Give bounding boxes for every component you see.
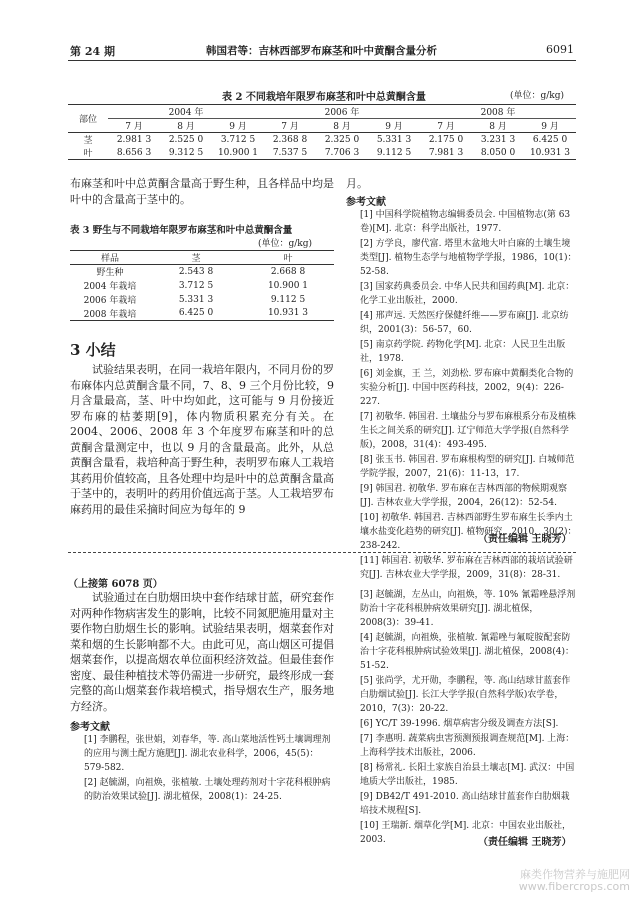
reference-item: [3] 赵毓湖，左丛山，向祖焕，等. 10% 氰霜唑悬浮剂防治十字花科根肿病效果研究[J]. 湖北植保，2008(3)：39-41. [360, 590, 576, 628]
table-cell: 2.981 3 [116, 134, 152, 145]
table-cell: 5.331 3 [376, 134, 412, 145]
reference-item: [6] YC/T 39-1996. 烟草病害分级及调查方法[S]. [360, 719, 559, 729]
reference-item: [9] DB42/T 491-2010. 高山结球甘蓝套作白肋烟栽培技术规程[S]. [360, 792, 570, 816]
reference-item: [9] 韩国君. 初敬华. 罗布麻在吉林西部的物候期观察[J]. 吉林农业大学学报，2004，26(12)：52-54. [360, 484, 568, 508]
article-divider [68, 552, 576, 553]
watermark [519, 869, 630, 893]
table-cell: 8.656 3 [108, 146, 160, 160]
references-list [70, 733, 334, 805]
table-row [70, 265, 334, 279]
reference-item: [10] 王瑞新. 烟草化学[M]. 北京：中国农业出版社，2003. [360, 821, 572, 845]
table-cell: 6.425 0 [150, 307, 242, 321]
table2-unit: (单位：g/kg) [510, 91, 565, 101]
table3-header: 样品 [70, 251, 150, 265]
table-row [68, 146, 576, 160]
table2-month: 9 月 [524, 119, 576, 133]
table-cell: 10.900 1 [212, 146, 264, 160]
table2-month: 7 月 [420, 119, 472, 133]
references-heading: 参考文献 [70, 722, 110, 733]
reference-item: [2] 赵毓湖，向祖焕，张植敏. 土壤处理药剂对十字花科根肿病的防治效果试验[J]. 湖北植保，2008(1)：24-25. [84, 778, 331, 802]
references-list [346, 208, 578, 583]
table2-year: 2004 年 [108, 105, 264, 119]
left-top-paragraph: 布麻茎和叶中总黄酮含量高于野生种，且各样品中均是叶中的含量高于茎中的。 [70, 177, 334, 206]
table2-part: 叶 [68, 146, 108, 160]
table2-month: 9 月 [212, 119, 264, 133]
table-cell: 7.706 3 [316, 146, 368, 160]
reference-item: [1] 李鹏程，张世娟，刘春华，等. 高山菜地活性钙土壤调理剂的应用与测土配方施肥[J]. 湖北农业科学，2006，45(5)：579-582. [84, 735, 331, 773]
table-row [70, 293, 334, 307]
table2-year-row [68, 105, 576, 119]
reference-item: [5] 张尚学，尤开勋，李鹏程，等. 高山结球甘蓝套作白肋烟试验[J]. 长江大学学报(自然科学版)农学卷，2010，7(3)：20-22. [360, 676, 571, 714]
table-row [70, 279, 334, 293]
references-heading: 参考文献 [346, 197, 386, 208]
reference-item: [11] 韩国君. 初敬华. 罗布麻在吉林西部的栽培试验研究[J]. 吉林农业大学学报，2009，31(8)：28-31. [360, 556, 573, 580]
table-cell: 野生种 [96, 268, 124, 279]
table-cell: 7.981 3 [420, 146, 472, 160]
issue-number: 第 24 期 [70, 45, 115, 58]
table-cell: 9.112 5 [270, 294, 306, 305]
reference-item: [1] 中国科学院植物志编辑委员会. 中国植物志(第 63 卷)[M]. 北京：科学出版社，1977. [360, 210, 571, 234]
running-title: 韩国君等：吉林西部罗布麻茎和叶中黄酮含量分析 [206, 45, 437, 57]
watermark-url: www.fibercrops.com [518, 880, 630, 893]
continuation-note: （上接第 6078 页） [68, 579, 163, 590]
table-cell: 10.900 1 [267, 280, 309, 291]
table3-unit: (单位：g/kg) [258, 239, 313, 249]
table2-month: 7 月 [264, 119, 316, 133]
table2-month: 8 月 [316, 119, 368, 133]
table-cell: 2004 年栽培 [83, 282, 137, 292]
table2-month: 7 月 [108, 119, 160, 133]
watermark-text: 麻类作物营养与施肥网 [520, 868, 630, 881]
reference-item: [4] 邢声远. 天然医疗保健纤维——罗布麻[J]. 北京纺织，2001(3)：56-57，60. [360, 311, 569, 335]
table-cell: 3.712 5 [178, 280, 214, 291]
table-cell: 2.175 0 [428, 134, 464, 145]
table2-year: 2008 年 [420, 105, 576, 119]
table2-part: 茎 [83, 136, 93, 146]
table-cell: 10.931 3 [242, 307, 334, 321]
right-top-text: 月。 [346, 177, 368, 190]
table3-title: 表 3 野生与不同栽培年限罗布麻茎和叶中总黄酮含量 [70, 225, 293, 236]
references-list [346, 588, 578, 848]
header-rule [68, 60, 576, 61]
table-cell: 2.525 0 [168, 134, 204, 145]
reference-item: [6] 刘金旗，王 兰，刘劲松. 罗布麻中黄酮类化合物的实验分析[J]. 中国中医药科技，2002，9(4)：226-227. [360, 369, 574, 407]
section3-body: 试验结果表明，在同一栽培年限内，不同月份的罗布麻体内总黄酮含量不同，7、8、9 三个月份比较，9 月含量最高，茎、叶中均如此，这可能与 9 月份接近罗布麻的枯萎期[9]，体内物质积累充分有关。在 2004、2006、2008 年 3 个年度罗布麻茎和叶的总黄酮含量测定中，也以 9 月的含量最高。此外，从总黄酮含量看，栽培种高于野生种，表明罗布麻人工栽培其药用价值较高，且各处理中均是叶中的总黄酮含量高于茎中的，表明叶的药用价值远高于茎。人工栽培罗布麻药用的最佳采摘时间应为每年的 9 [70, 363, 334, 516]
table-cell: 2.543 8 [178, 266, 214, 277]
table-cell: 2008 年栽培 [70, 307, 150, 321]
table-cell: 5.331 3 [178, 294, 214, 305]
table-cell: 2.325 0 [324, 134, 360, 145]
reference-item: [2] 方学良，廖代富. 塔里木盆地大叶白麻的土壤生境类型[J]. 植物生态学与地植物学学报，1986，10(1)：52-58. [360, 239, 577, 277]
reference-item: [10] 初敬华. 韩国君. 吉林西部野生罗布麻生长季内土壤水盐变化趋势的研究[J]. 植物研究，2010，30(2)：238-242. [360, 513, 577, 551]
table2-month-row [68, 119, 576, 133]
table2 [68, 104, 576, 160]
page-number: 6091 [546, 43, 574, 56]
reference-item: [5] 南京药学院. 药物化学[M]. 北京：人民卫生出版社，1978. [360, 340, 566, 364]
table2-title: 表 2 不同栽培年限罗布麻茎和叶中总黄酮含量 [222, 92, 426, 103]
table-cell: 2.368 8 [272, 134, 308, 145]
table3-header-row [70, 251, 334, 265]
responsible-editor: （责任编辑 王晓芳） [478, 534, 572, 545]
table3 [70, 250, 334, 321]
reference-item: [8] 张玉书. 韩国君. 罗布麻根构型的研究[J]. 白城师范学院学报，2007，21(6)：11-13，17. [360, 455, 575, 479]
table-cell: 2.668 8 [270, 266, 306, 277]
table-cell: 3.231 3 [480, 134, 516, 145]
section-heading: 3 小结 [70, 341, 116, 359]
reference-item: [3] 国家药典委员会. 中华人民共和国药典[M]. 北京：化学工业出版社，2000. [360, 282, 575, 306]
table-cell: 6.425 0 [532, 134, 568, 145]
reference-item: [4] 赵毓湖，向祖焕，张植敏. 氰霜唑与氟啶胺配套防治十字花科根肿病试验效果[J]. 湖北植保，2008(4)：51-52. [360, 633, 575, 671]
table-cell: 2006 年栽培 [83, 296, 137, 306]
table2-month: 8 月 [472, 119, 524, 133]
responsible-editor: （责任编辑 王晓芳） [478, 837, 572, 848]
reference-item: [7] 初敬华. 韩国君. 土壤盐分与罗布麻根系分布及植株生长之间关系的研究[J]. 辽宁师范大学学报(自然科学版)，2008，31(4)：493-495. [360, 412, 577, 450]
table-cell: 9.112 5 [368, 146, 420, 160]
table-cell: 10.931 3 [524, 146, 576, 160]
table-cell: 8.050 0 [472, 146, 524, 160]
table-row [70, 307, 334, 321]
table3-header: 叶 [242, 251, 334, 265]
table2-month: 9 月 [368, 119, 420, 133]
table-row [68, 133, 576, 147]
table-cell: 9.312 5 [160, 146, 212, 160]
table-cell: 3.712 5 [220, 134, 256, 145]
table-cell: 7.537 5 [264, 146, 316, 160]
table3-header: 茎 [150, 251, 242, 265]
table2-year: 2006 年 [264, 105, 420, 119]
reference-item: [8] 杨常礼. 长阳土家族自治县土壤志[M]. 武汉：中国地质大学出版社，1985. [360, 763, 575, 787]
table2-month: 8 月 [160, 119, 212, 133]
reference-item: [7] 李惠明. 蔬菜病虫害预测预报调查规范[M]. 上海：上海科学技术出版社，2006. [360, 734, 575, 758]
lower-body: 试验通过在白肋烟田块中套作结球甘蓝，研究套作对两种作物病害发生的影响，比较不同氮肥施用量对主要作物白肋烟生长的影响。试验结果表明，烟菜套作对菜和烟的生长影响都不大。由此可见，高山烟区可提倡烟菜套作，以提高烟农单位面积经济效益。但最佳套作密度、最佳种植技术等仍需进一步研究，最终形成一套完整的高山烟菜套作栽培模式，指导烟农生产，服务地方经济。 [70, 591, 334, 713]
table2-col-part: 部位 [68, 105, 108, 133]
